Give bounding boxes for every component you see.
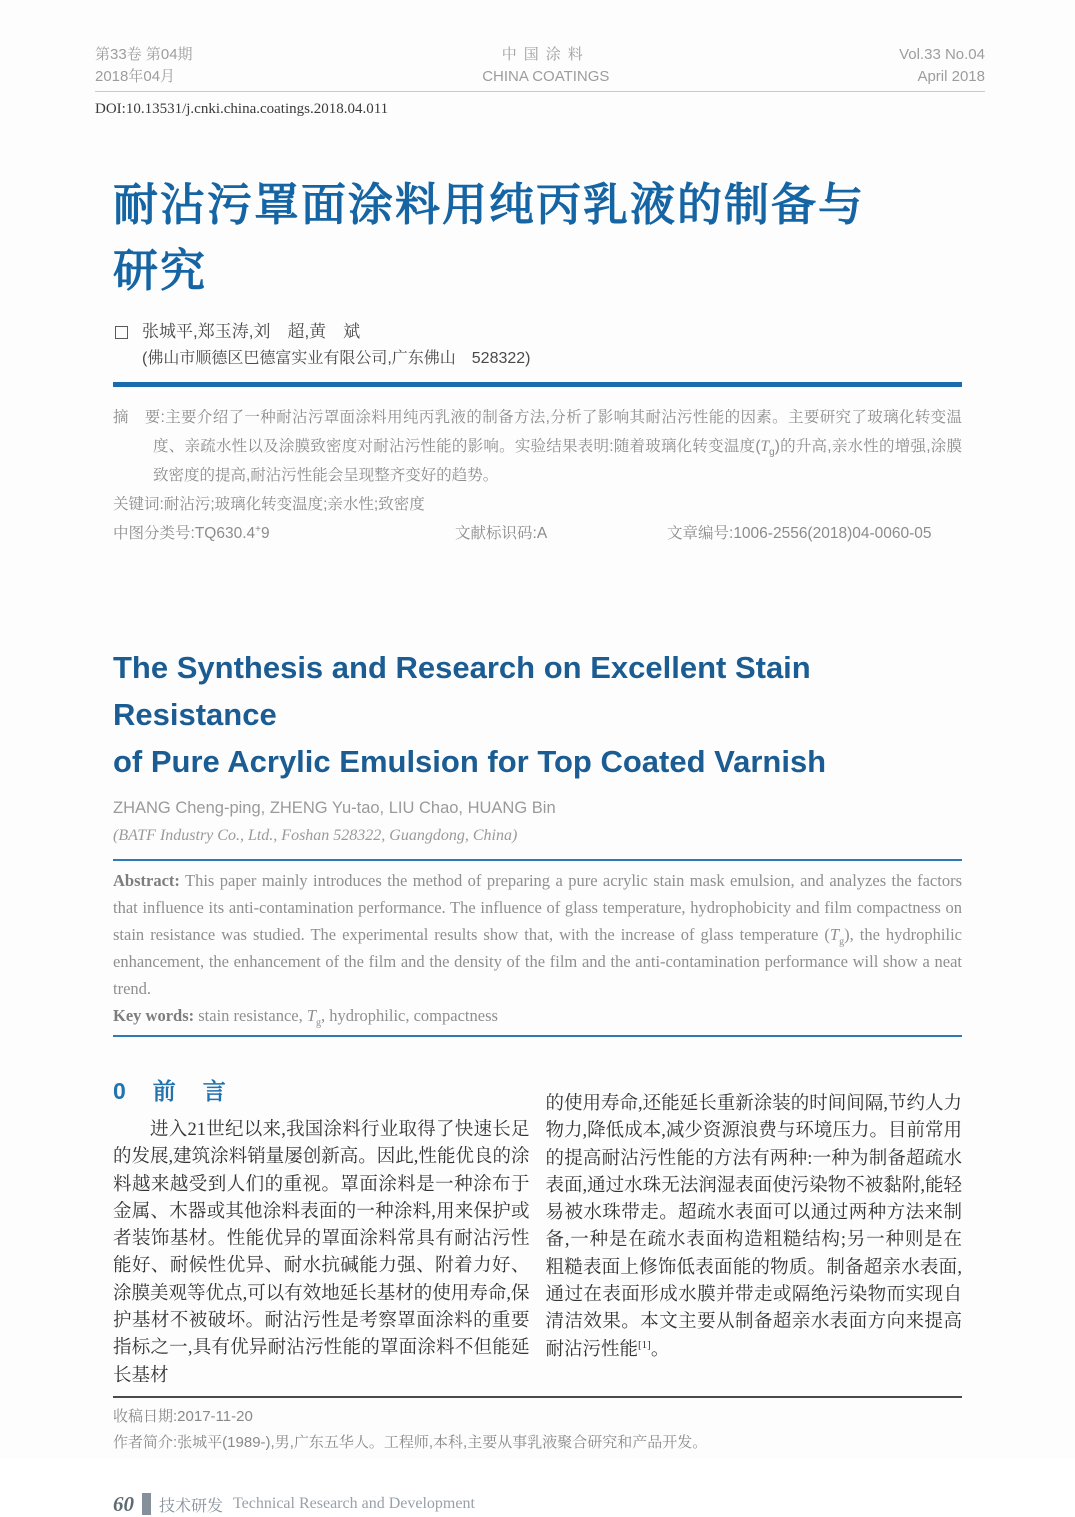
intro-right-end: 。 xyxy=(650,1339,670,1360)
clc-sup: + xyxy=(255,523,261,535)
keywords-en-text2: , hydrophilic, compactness xyxy=(321,1006,498,1025)
volume-issue-cn: 第33卷 第04期 xyxy=(95,46,193,63)
document-code xyxy=(455,519,667,548)
authors-cn: 张城平,郑玉涛,刘 超,黄 斌 xyxy=(142,322,361,341)
abstract-bottom-rule xyxy=(113,1035,962,1037)
doi: DOI:10.13531/j.cnki.china.coatings.2018.04.011 xyxy=(95,101,389,117)
clc-code: TQ630.4 xyxy=(194,525,256,542)
section-0-heading: 0 前 言 xyxy=(113,1078,228,1104)
clc-end: 9 xyxy=(260,525,270,542)
bio-text: 张城平(1989-),男,广东五华人。工程师,本科,主要从事乳液聚合研究和产品开发。 xyxy=(177,1433,708,1451)
clc-label: 中图分类号: xyxy=(113,525,195,542)
abstract-cn-text1: 主要介绍了一种耐沾污罩面涂料用纯丙乳液的制备方法,分析了影响其耐沾污性能的因素。主要研究了玻璃化转变温度、亲疏水性以及涂膜致密度对耐沾污性能的影响。实验结果表明:随着玻璃化转变温度( xyxy=(153,409,962,455)
clc-number xyxy=(113,519,455,548)
keywords-en-label: Key words: xyxy=(113,1006,195,1025)
intro-right-text: 的使用寿命,还能延长重新涂装的时间间隔,节约人力物力,降低成本,减少资源浪费与环境压力。目前常用的提高耐沾污性能的方法有两种:一种为制备超疏水表面,通过水珠无法润湿表面使污染物不被黏附,能轻易被水珠带走。超疏水表面可以通过两种方法来制备,一种是在疏水表面构造粗糙结构;另一种则是在粗糙表面上修饰低表面能的物质。制备超亲水表面,通过在表面形成水膜并带走或隔绝污染物而实现自清洁效果。本文主要从制备超亲水表面方向来提高耐沾污性能 xyxy=(545,1094,962,1360)
received-date-line xyxy=(113,1404,962,1430)
tg-subscript: g xyxy=(769,447,775,459)
article-id-value: 1006-2556(2018)04-0060-05 xyxy=(733,525,932,542)
authors-row xyxy=(113,320,962,344)
volume-issue-en: Vol.33 No.04 xyxy=(899,46,985,63)
abstract-cn-text2: )的升高,亲水性的增强,涂膜致密度的提高,耐沾污性能会呈现整齐变好的趋势。 xyxy=(153,438,962,484)
abstract-cn-label: 摘 要: xyxy=(113,409,165,426)
abstract-cn xyxy=(113,403,962,490)
date-en: April 2018 xyxy=(917,68,985,85)
author-bio-line xyxy=(113,1430,962,1456)
article-id xyxy=(667,519,962,548)
intro-columns xyxy=(113,1075,962,1390)
footnotes xyxy=(113,1404,962,1456)
intro-paragraph-left: 进入21世纪以来,我国涂料行业取得了快速长足的发展,建筑涂料销量屡创新高。因此,性能优良的涂料越来越受到人们的重视。罩面涂料是一种涂布于金属、木器或其他涂料表面的一种涂料,用来保护或者装饰基材。性能优异的罩面涂料常具有耐沾污性能好、耐候性优异、耐水抗碱能力强、附着力好、涂膜美观等优点,可以有效地延长基材的使用寿命,保护基材不被破坏。耐沾污性是考察罩面涂料的重要指标之一,具有优异耐沾污性能的罩面涂料不但能延长基材 xyxy=(113,1120,530,1386)
header-left xyxy=(95,44,193,88)
abstract-top-rule xyxy=(113,859,962,861)
left-column xyxy=(113,1075,530,1390)
affiliation-en: (BATF Industry Co., Ltd., Foshan 528322, Guangdong, China) xyxy=(113,827,518,844)
doc-code-value: A xyxy=(536,525,548,542)
title-en-line2: of Pure Acrylic Emulsion for Top Coated Varnish xyxy=(113,744,827,779)
keywords-cn xyxy=(113,490,962,519)
title-en-line1: The Synthesis and Research on Excellent Stain Resistance xyxy=(113,650,811,732)
page-footer xyxy=(113,1492,962,1517)
header-center xyxy=(482,44,609,88)
received-date: 2017-11-20 xyxy=(177,1407,253,1425)
article-id-label: 文章编号: xyxy=(667,525,734,542)
title-cn-line1: 耐沾污罩面涂料用纯丙乳液的制备与 xyxy=(113,179,866,230)
title-divider-rule xyxy=(113,382,962,387)
tg-symbol-en: T xyxy=(829,925,840,944)
tg-subscript-en: g xyxy=(839,936,845,948)
keywords-tg-subscript: g xyxy=(316,1017,322,1029)
doc-code-label: 文献标识码: xyxy=(455,525,537,542)
keywords-en-text1: stain resistance, xyxy=(194,1006,307,1025)
classification-row xyxy=(113,519,962,548)
page-number: 60 xyxy=(113,1491,134,1516)
right-column xyxy=(546,1075,963,1390)
article-body xyxy=(113,172,962,1517)
journal-name-en: CHINA COATINGS xyxy=(482,68,610,85)
square-marker-icon xyxy=(115,326,128,339)
keywords-en xyxy=(113,1002,962,1029)
received-label: 收稿日期: xyxy=(113,1407,178,1425)
reference-1-marker: [1] xyxy=(638,1338,651,1351)
affiliation-cn: (佛山市顺德区巴德富实业有限公司,广东佛山 528322) xyxy=(142,350,531,367)
footer-section-cn: 技术研发 xyxy=(159,1497,224,1515)
tg-symbol: T xyxy=(760,438,770,455)
journal-name-cn: 中国涂料 xyxy=(501,46,590,63)
keywords-cn-label: 关键词: xyxy=(113,496,164,513)
intro-paragraph-right xyxy=(546,1075,963,1364)
header-right xyxy=(899,44,985,88)
article-title-en xyxy=(113,644,962,785)
footer-section-en: Technical Research and Development xyxy=(233,1495,475,1513)
authors-en: ZHANG Cheng-ping, ZHENG Yu-tao, LIU Chao, HUANG Bin xyxy=(113,799,556,817)
bio-label: 作者简介: xyxy=(113,1433,178,1451)
footer-bar-icon xyxy=(142,1493,151,1515)
journal-header xyxy=(95,44,985,120)
title-cn-line2: 研究 xyxy=(113,245,208,296)
keywords-cn-text: 耐沾污;玻璃化转变温度;亲水性;致密度 xyxy=(163,496,425,513)
footnote-divider xyxy=(113,1396,962,1398)
abstract-en-label: Abstract: xyxy=(113,871,180,890)
date-cn: 2018年04月 xyxy=(95,68,176,85)
abstract-en-text2: ), the hydrophilic enhancement, the enhancement of the film and the density of the film and the anti-contamination performance will show a neat trend. xyxy=(113,925,962,998)
header-divider xyxy=(95,91,985,92)
article-title-cn xyxy=(113,172,962,304)
abstract-en xyxy=(113,867,962,1002)
keywords-tg-symbol: T xyxy=(306,1006,317,1025)
abstract-en-text1: This paper mainly introduces the method of preparing a pure acrylic stain mask emulsion, and analyzes the factors that influence its anti-contamination performance. The influence of glass temperature, hydrophobicity and film compactness on stain resistance was studied. The experimental results show that, with the increase of glass temperature ( xyxy=(113,871,962,944)
